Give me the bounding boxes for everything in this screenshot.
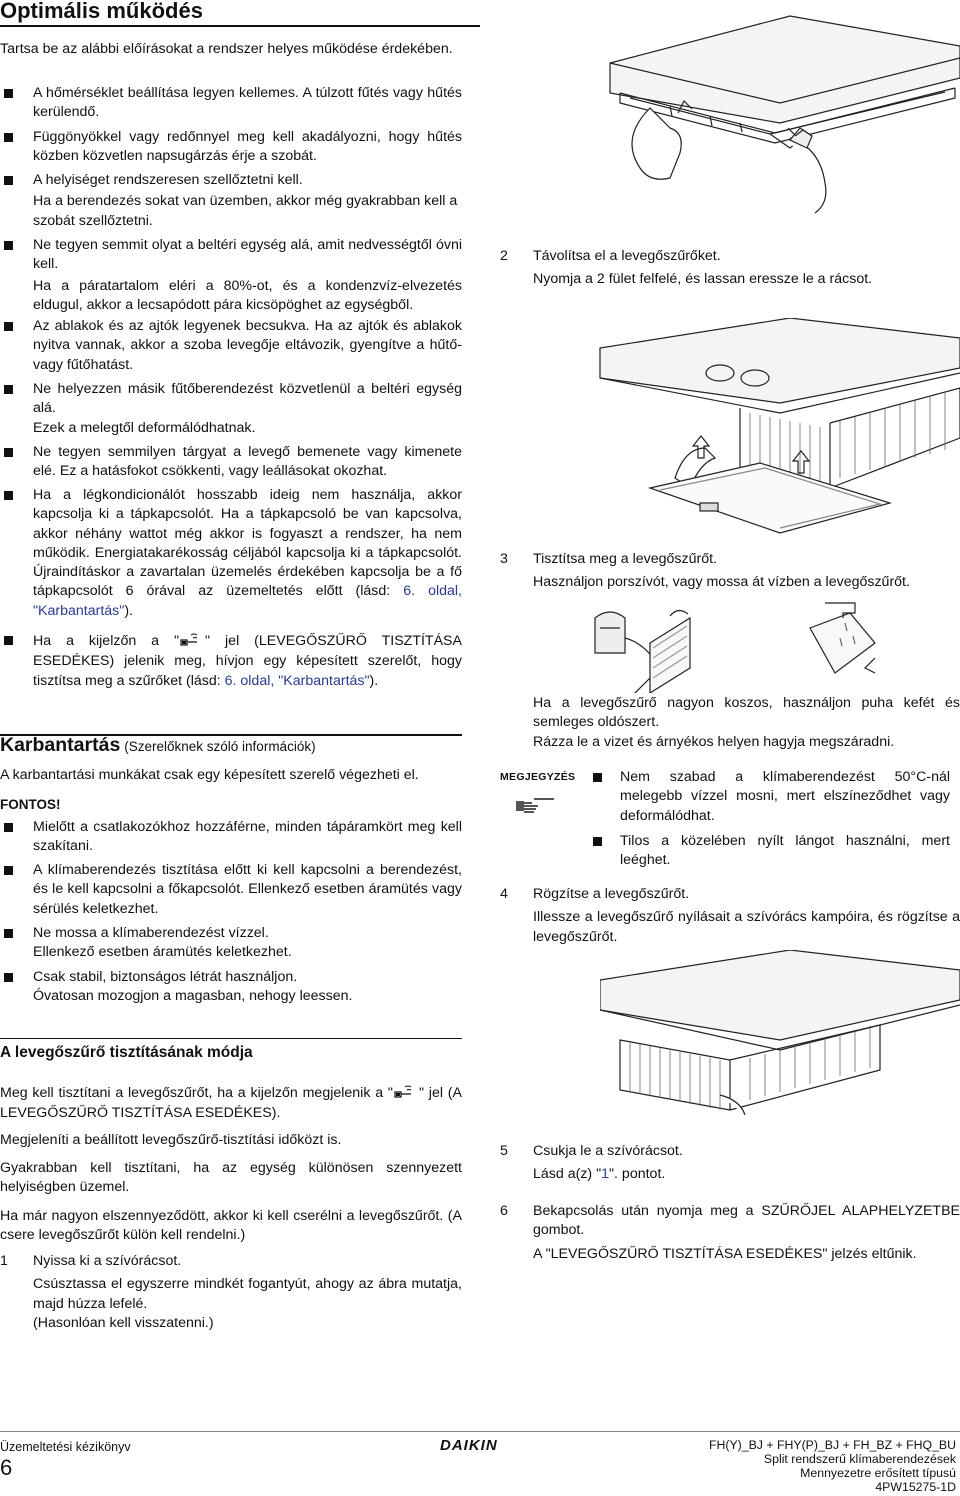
step-extra: Rázza le a vizet és árnyékos helyen hagyja megszáradni. (533, 733, 895, 750)
intro-text: Tartsa be az alábbi előírásokat a rendszer helyes működése érdekében. (0, 41, 453, 57)
attach-filter-illustration (600, 950, 960, 1115)
maint-item-wrap (0, 924, 462, 963)
tip-item: Ne helyezzen másik fűtőberendezést közvetlenül a beltéri egység alá. (0, 380, 462, 419)
step-title: Távolítsa el a levegőszűrőket. (533, 248, 721, 264)
step-title: Csukja le a szívórácsot. (533, 1143, 683, 1159)
filter-title: A levegőszűrő tisztításának módja (0, 1038, 462, 1063)
maintenance-item: Ne mossa a klímaberendezést vízzel. (0, 924, 462, 943)
footer-models: FH(Y)_BJ + FHY(P)_BJ + FH_BZ + FHQ_BU (708, 1438, 956, 1452)
footer-line3: Mennyezetre erősített típusú (800, 1466, 956, 1480)
daikin-logo: DAIKIN (440, 1437, 498, 1454)
tip-item-wrap (0, 171, 462, 231)
maint-item-wrap (0, 861, 462, 919)
filter-paragraph: Megjeleníti a beállított levegőszűrő-tisztítási időközt is. (0, 1132, 342, 1148)
note-list (589, 768, 950, 870)
step-title: Bekapcsolás után nyomja meg a SZŰRŐJEL ALAPHELYZETBE gombot. (533, 1203, 960, 1239)
maint-item-wrap (0, 968, 462, 1007)
footer-doc-code: 4PW15275-1D (875, 1480, 956, 1494)
note-hand-icon (514, 793, 590, 821)
step-4 (500, 885, 960, 947)
step-number: 2 (500, 248, 508, 264)
tip-item: Ne tegyen semmilyen tárgyat a levegő bemenete vagy kimenete elé. Ez a hatásfokot csökkenti, vagy leállásokat okozhat. (0, 443, 462, 482)
step-body: A "LEVEGŐSZŰRŐ TISZTÍTÁSA ESEDÉKES" jelzés eltűnik. (533, 1245, 917, 1262)
tip-item: Az ablakok és az ajtók legyenek becsukva. Ha az ajtók és ablakok nyitva vannak, akkor a szoba levegője eltávozik, gyengítve a hűtő- vagy fűtőhatást. (0, 317, 462, 375)
step-body: Nyomja a 2 fület felfelé, és lassan eressze le a rácsot. (533, 271, 873, 288)
tip-extra: Ha a berendezés sokat van üzemben, akkor még gyakrabban kell a szobát szellőztetni. (33, 193, 458, 229)
step-extra: Ha a levegőszűrő nagyon koszos, használjon puha kefét és semleges oldószert. (533, 695, 960, 731)
step-6 (500, 1202, 960, 1264)
step-number: 3 (500, 551, 508, 567)
step-3-extra (500, 694, 960, 752)
step-body: Illessze a levegőszűrő nyílásait a szívórács kampóira, és rögzítse a levegőszűrőt. (533, 909, 960, 945)
tip-item: Ne tegyen semmit olyat a beltéri egység alá, amit nedvességtől óvni kell. (0, 236, 462, 275)
note-item: Nem szabad a klímaberendezést 50°C-nál melegebb vízzel mosni, mert elszíneződhet vagy deformálódhat. (589, 768, 950, 826)
step-5 (500, 1142, 960, 1185)
tip-item-wrap (0, 380, 462, 438)
step-title: Tisztítsa meg a levegőszűrőt. (533, 551, 717, 567)
step-title: Nyissa ki a szívórácsot. (33, 1253, 182, 1269)
step-number: 1 (0, 1253, 8, 1269)
note-label: MEGJEGYZÉS (500, 771, 576, 783)
filter-p4-wrap (0, 1207, 462, 1246)
step-2 (500, 247, 960, 290)
maintenance-section (0, 734, 462, 757)
tip-item: Ha a légkondicionálót hosszabb ideig nem használja, akkor kapcsolja ki a tápkapcsolót. Ha a tápkapcsoló be van kapcsolva, akkor néhány wattot még akkor is fogyaszt a rendszer, ha nem működik. Energiatakarékosság céljából kapcsolja ki a tápkapcsolót. Újraindításkor a zavartalan üzemelés érdekében kapcsolja be a fő tápkapcsolót 6 órával az üzemeltetés előtt (lásd: 6. oldal, "Karbantartás"). (0, 486, 462, 621)
footer-line2: Split rendszerű klímaberendezések (763, 1452, 956, 1466)
tip-item-wrap (0, 128, 462, 167)
filter-paragraph: Gyakrabban kell tisztítani, ha az egység különösen szennyezett helyiségben üzemel. (0, 1160, 462, 1196)
maintenance-intro-wrap (0, 766, 462, 785)
maint-item-wrap (0, 818, 462, 857)
step-body: Lásd a(z) "1". pontot. (533, 1166, 666, 1183)
tip-item-wrap (0, 236, 462, 315)
maintenance-extra: Óvatosan mozogjon a magasban, nehogy leessen. (33, 988, 353, 1005)
footer-page-number: 6 (0, 1455, 13, 1480)
tip-item-wrap (0, 443, 462, 482)
tip-item: A helyiséget rendszeresen szellőztetni kell. (0, 171, 462, 190)
filter-p1-wrap (0, 1083, 462, 1123)
maintenance-title: Karbantartás (0, 734, 121, 756)
page-title: Optimális működés (0, 0, 480, 27)
tip-item-wrap (0, 631, 462, 691)
tip-item-wrap (0, 486, 462, 621)
tip-item-wrap (0, 317, 462, 375)
open-grille-illustration (560, 8, 960, 238)
important-wrap (0, 795, 462, 814)
step-link[interactable]: 1 (601, 1166, 610, 1183)
maintenance-item: A klímaberendezés tisztítása előtt ki kell kapcsolni a berendezést, és le kell kapcsolni a főkapcsolót. Ellenkező esetben áramütés vagy sérülés keletkezhet. (0, 861, 462, 919)
clean-filter-illustration (575, 598, 955, 693)
step-title: Rögzítse a levegőszűrőt. (533, 886, 690, 902)
tip-item: A hőmérséklet beállítása legyen kellemes. A túlzott fűtés vagy hűtés kerülendő. (0, 84, 462, 123)
note-item: Tilos a közelében nyílt lángot használni, mert leéghet. (589, 832, 950, 871)
step-number: 4 (500, 886, 508, 902)
tip-extra: Ha a páratartalom eléri a 80%-ot, és a kondenzvíz-elvezetés eldugul, akkor a lecsapódott pára kicsöpöghet az egységből. (33, 277, 462, 313)
important-label: FONTOS! (0, 797, 61, 812)
step-note: (Hasonlóan kell visszatenni.) (33, 1314, 214, 1331)
step-1 (0, 1252, 462, 1333)
page-link[interactable]: 6. oldal, "Karbantartás" (33, 583, 462, 619)
step-3 (500, 550, 960, 593)
filter-p3-wrap (0, 1159, 462, 1198)
filter-section (0, 1038, 462, 1063)
tip-extra: Ezek a melegtől deformálódhatnak. (33, 419, 256, 436)
step-number: 5 (500, 1143, 508, 1159)
note-block (500, 768, 590, 822)
step-number: 6 (500, 1203, 508, 1219)
filter-paragraph: Ha már nagyon elszennyeződött, akkor ki kell cserélni a levegőszűrőt. (A csere levegőszűrőt külön kell rendelni.) (0, 1208, 462, 1244)
tips-list (0, 84, 462, 123)
step-body: Használjon porszívót, vagy mossa át vízben a levegőszűrőt. (533, 574, 910, 591)
filter-paragraph: Meg kell tisztítani a levegőszűrőt, ha a kijelzőn megjelenik a " " jel (A LEVEGŐSZŰRŐ TISZTÍTÁSA ESEDÉKES). (0, 1085, 462, 1121)
tip-item: Függönyökkel vagy redőnnyel meg kell akadályozni, hogy hűtés közben közvetlen napsugárzás érje a szobát. (0, 128, 462, 167)
left-column (0, 40, 462, 59)
tip-item: Ha a kijelzőn a " " jel (LEVEGŐSZŰRŐ TISZTÍTÁSA ESEDÉKES) jelenik meg, hívjon egy képesített szerelőt, hogy tisztítsa meg a szűrőket (lásd: 6. oldal, "Karbantartás"). (0, 631, 462, 691)
maintenance-intro: A karbantartási munkákat csak egy képesített szerelő végezheti el. (0, 767, 419, 783)
filter-p2-wrap (0, 1131, 462, 1150)
filter-sign-icon (179, 632, 205, 648)
remove-filter-illustration (590, 318, 960, 538)
maintenance-extra: Ellenkező esetben áramütés keletkezhet. (33, 944, 292, 961)
filter-sign-icon (393, 1084, 419, 1100)
page-link[interactable]: 6. oldal, "Karbantartás" (224, 673, 370, 689)
maintenance-item: Mielőtt a csatlakozókhoz hozzáférne, minden tápáramkört meg kell szakítani. (0, 818, 462, 857)
footer-rule (0, 1431, 960, 1432)
footer-manual-label: Üzemeltetési kézikönyv (0, 1440, 131, 1454)
footer-model-info (709, 1438, 956, 1494)
step-body: Csúsztassa el egyszerre mindkét fogantyút, ahogy az ábra mutatja, majd húzza lefelé. (33, 1276, 462, 1312)
maintenance-subtitle: (Szerelőknek szóló információk) (124, 739, 316, 754)
maintenance-item: Csak stabil, biztonságos létrát használjon. (0, 968, 462, 987)
